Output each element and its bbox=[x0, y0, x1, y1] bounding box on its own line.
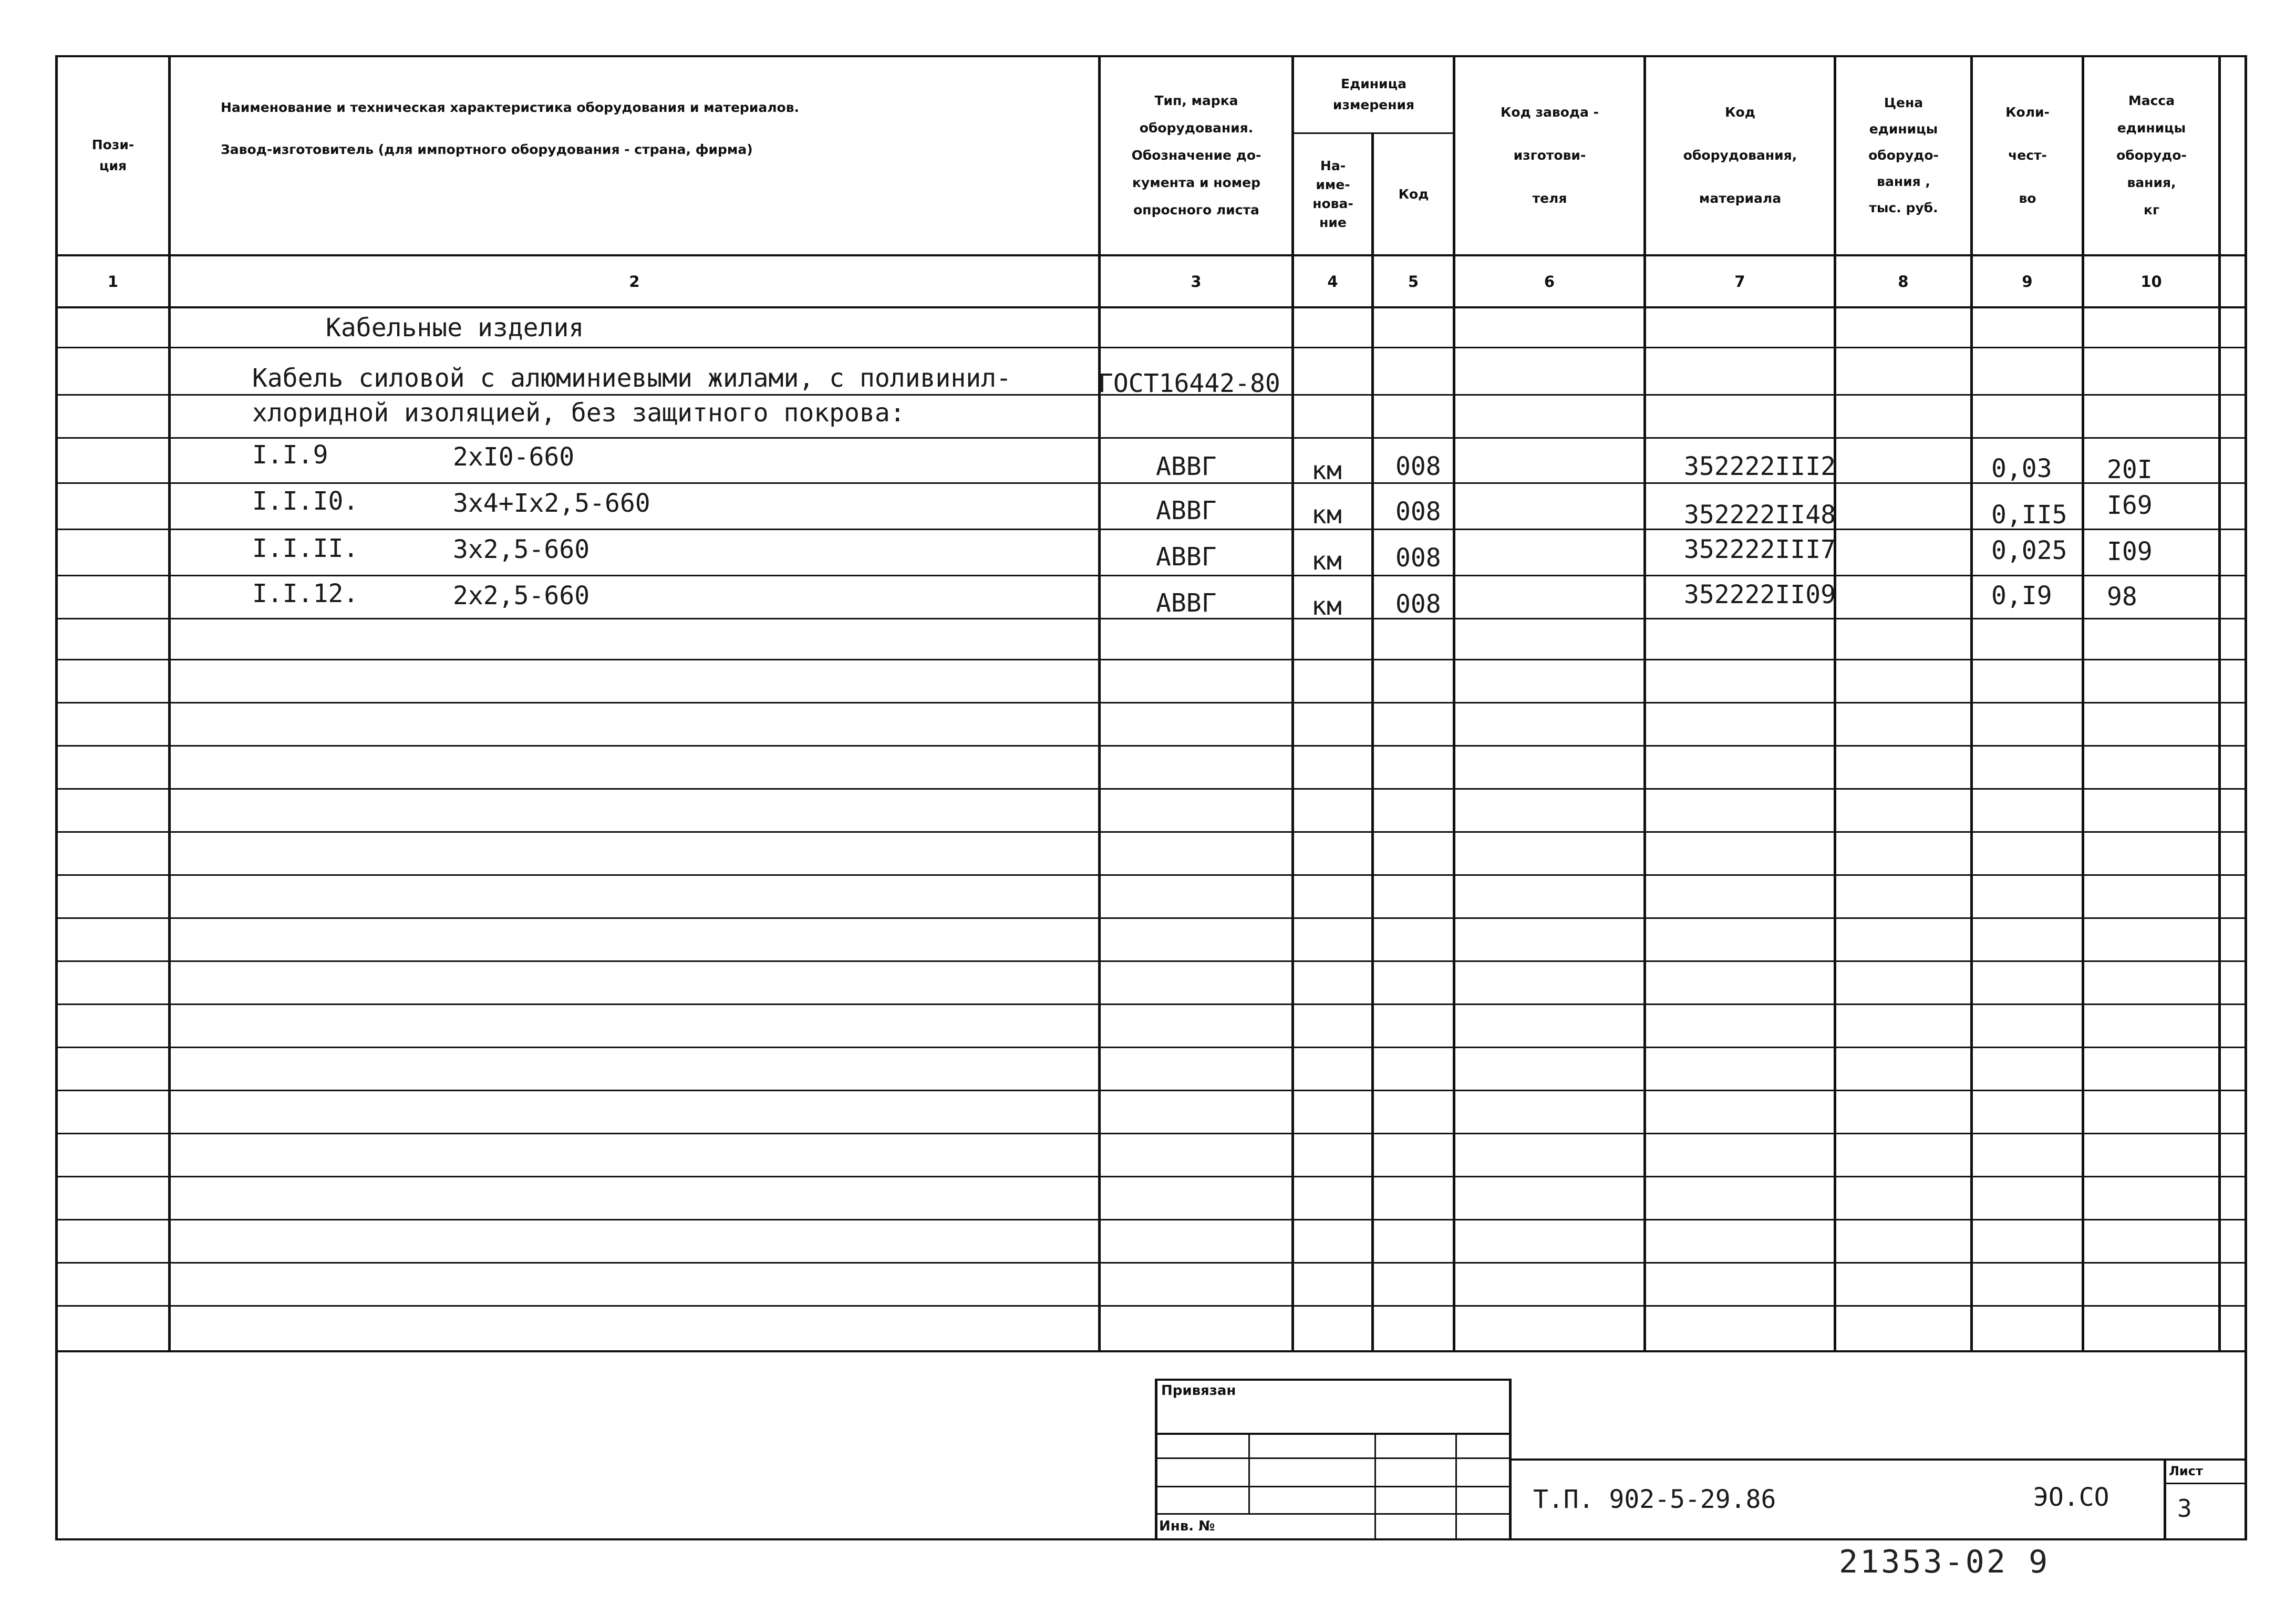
stamp-line bbox=[1155, 1379, 1157, 1538]
row-position: I.I.12. bbox=[252, 579, 359, 608]
stamp-line bbox=[2164, 1458, 2166, 1538]
header-plant-code: Код завода - изготови- теля bbox=[1500, 105, 1599, 206]
row-material-code: 352222III7 bbox=[1684, 535, 1836, 564]
sheet-label: Лист bbox=[2169, 1464, 2203, 1478]
header-unit-name: На- име- нова- ние bbox=[1312, 158, 1353, 230]
row-spec: 2xI0-660 bbox=[453, 442, 575, 472]
column-number: 3 bbox=[1191, 272, 1202, 291]
frame-bottom-border bbox=[55, 1538, 2247, 1540]
row-type: АВВГ bbox=[1156, 452, 1217, 481]
description-line-1: Кабель силовой с алюминиевыми жилами, с поливинил- bbox=[252, 364, 1011, 393]
inventory-number-label: Инв. № bbox=[1159, 1518, 1215, 1534]
header-unit-group: Единица измерения bbox=[1332, 76, 1415, 112]
col-divider-10 bbox=[2218, 55, 2221, 1351]
row-unit: км bbox=[1311, 500, 1342, 530]
sheet-number: 3 bbox=[2177, 1494, 2192, 1523]
row-rule bbox=[55, 831, 2247, 833]
numbers-bottom-border bbox=[55, 306, 2247, 308]
header-price: Цена единицы оборудо- вания , тыс. руб. bbox=[1868, 95, 1939, 215]
project-code: Т.П. 902-5-29.86 bbox=[1533, 1485, 1776, 1514]
col-divider-5 bbox=[1453, 55, 1455, 1351]
row-spec: 3x4+Ix2,5-660 bbox=[453, 489, 650, 518]
col-divider-1 bbox=[168, 55, 171, 1351]
row-position: I.I.9 bbox=[252, 440, 328, 470]
header-material-code: Код оборудования, материала bbox=[1683, 105, 1797, 206]
table-top-border bbox=[55, 55, 2247, 57]
row-rule bbox=[55, 1262, 2247, 1264]
row-position: I.I.II. bbox=[252, 534, 359, 563]
row-material-code: 352222II48 bbox=[1684, 500, 1836, 530]
col-divider-4 bbox=[1371, 132, 1374, 1351]
row-type: АВВГ bbox=[1156, 496, 1217, 525]
row-rule bbox=[55, 1305, 2247, 1307]
row-material-code: 352222II09 bbox=[1684, 580, 1836, 609]
column-number: 7 bbox=[1734, 272, 1745, 291]
row-rule bbox=[55, 1176, 2247, 1177]
row-rule bbox=[55, 788, 2247, 790]
row-quantity: 0,II5 bbox=[1991, 500, 2067, 530]
stamp-line bbox=[1248, 1433, 1250, 1513]
header-name: Наименование и техническая характеристика оборудования и материалов. Завод-изготовитель (для импортного оборудования - страна, фирма) bbox=[221, 100, 800, 157]
row-rule bbox=[55, 347, 2247, 348]
row-rule bbox=[55, 575, 2247, 576]
header-mass: Масса единицы оборудо- вания, кг bbox=[2116, 93, 2187, 218]
row-rule bbox=[55, 659, 2247, 660]
row-type: АВВГ bbox=[1156, 588, 1217, 618]
column-number: 5 bbox=[1408, 272, 1419, 291]
row-unit: км bbox=[1311, 592, 1342, 621]
column-number: 1 bbox=[107, 272, 119, 291]
col-divider-7 bbox=[1834, 55, 1836, 1351]
row-material-code: 352222III2 bbox=[1684, 452, 1836, 481]
row-quantity: 0,03 bbox=[1991, 454, 2052, 483]
column-number: 10 bbox=[2140, 272, 2162, 291]
row-unit: км bbox=[1311, 546, 1342, 576]
row-unit: км bbox=[1311, 456, 1342, 485]
col-divider-9 bbox=[2082, 55, 2084, 1351]
row-rule bbox=[55, 1219, 2247, 1220]
row-rule bbox=[55, 1133, 2247, 1134]
table-bottom-border bbox=[55, 1350, 2247, 1352]
row-rule bbox=[55, 618, 2247, 619]
row-rule bbox=[55, 874, 2247, 876]
row-mass: I09 bbox=[2107, 537, 2153, 566]
handwritten-archive-number: 21353-02 9 bbox=[1839, 1544, 2050, 1580]
column-number: 2 bbox=[629, 272, 640, 291]
row-quantity: 0,I9 bbox=[1991, 581, 2052, 611]
privyazan-label: Привязан bbox=[1161, 1383, 1236, 1399]
row-spec: 3x2,5-660 bbox=[453, 535, 590, 564]
document-mark: ЭО.СО bbox=[2033, 1483, 2109, 1512]
frame-right-border bbox=[2245, 55, 2247, 1539]
column-number: 6 bbox=[1544, 272, 1555, 291]
row-mass: I69 bbox=[2107, 491, 2153, 520]
header-unit-code: Код bbox=[1398, 187, 1429, 202]
column-number: 9 bbox=[2022, 272, 2033, 291]
stamp-line bbox=[1155, 1379, 1509, 1381]
header-position: Пози- ция bbox=[91, 137, 135, 173]
row-rule bbox=[55, 745, 2247, 747]
column-number: 4 bbox=[1327, 272, 1338, 291]
row-quantity: 0,025 bbox=[1991, 536, 2067, 565]
row-spec: 2x2,5-660 bbox=[453, 581, 590, 611]
stamp-line bbox=[1509, 1458, 2247, 1461]
stamp-line bbox=[2164, 1483, 2247, 1484]
row-rule bbox=[55, 482, 2247, 484]
row-unit-code: 008 bbox=[1395, 543, 1441, 573]
row-rule bbox=[55, 529, 2247, 530]
row-unit-code: 008 bbox=[1395, 497, 1441, 526]
row-rule bbox=[55, 917, 2247, 919]
row-position: I.I.I0. bbox=[252, 487, 359, 516]
row-rule bbox=[55, 1047, 2247, 1048]
row-unit-code: 008 bbox=[1395, 452, 1441, 481]
row-type: АВВГ bbox=[1156, 542, 1217, 572]
description-line-2: хлоридной изоляцией, без защитного покрова: bbox=[252, 398, 905, 428]
section-title: Кабельные изделия bbox=[326, 313, 584, 343]
stamp-line bbox=[1374, 1433, 1376, 1538]
stamp-line bbox=[1455, 1433, 1457, 1538]
row-unit-code: 008 bbox=[1395, 589, 1441, 619]
header-quantity: Коли- чест- во bbox=[2005, 105, 2050, 206]
description-doc: ГОСТ16442-80 bbox=[1098, 369, 1280, 398]
row-rule bbox=[55, 960, 2247, 962]
col-divider-6 bbox=[1643, 55, 1646, 1351]
col-divider-2 bbox=[1098, 55, 1101, 1351]
row-mass: 98 bbox=[2107, 582, 2137, 612]
row-mass: 20I bbox=[2107, 455, 2153, 484]
col-divider-3 bbox=[1291, 55, 1294, 1351]
row-rule bbox=[55, 702, 2247, 703]
row-rule bbox=[55, 1003, 2247, 1005]
col-divider-8 bbox=[1970, 55, 1973, 1351]
column-number: 8 bbox=[1898, 272, 1909, 291]
header-type: Тип, марка оборудования. Обозначение до- кумента и номер опросного листа bbox=[1131, 93, 1261, 218]
row-rule bbox=[55, 437, 2247, 439]
row-rule bbox=[55, 1090, 2247, 1091]
